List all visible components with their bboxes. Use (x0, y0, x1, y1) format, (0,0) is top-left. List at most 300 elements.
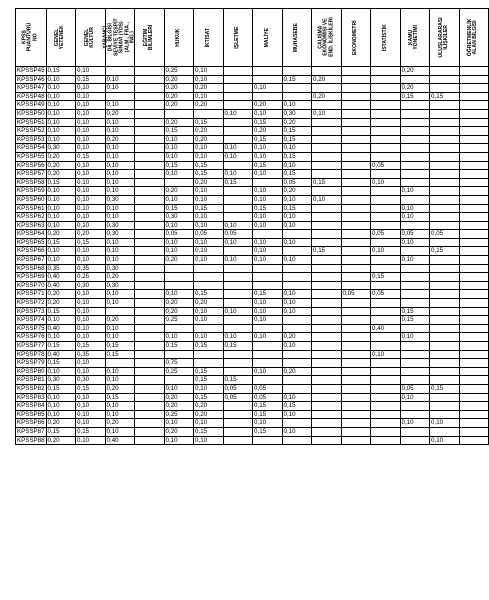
coefficient-cell (341, 204, 371, 213)
coefficient-cell (341, 324, 371, 333)
row-id-cell: KPSSP71 (17, 290, 45, 298)
coefficient-cell (312, 204, 342, 213)
coefficient-cell: 0,10 (76, 299, 106, 308)
coefficient-cell: 0,20 (400, 84, 430, 93)
coefficient-cell (282, 350, 312, 359)
coefficient-cell (371, 204, 401, 213)
coefficient-cell (341, 264, 371, 273)
coefficient-cell (430, 75, 460, 84)
coefficient-cell (105, 307, 135, 316)
coefficient-cell (135, 178, 165, 187)
coefficient-cell: 0,10 (194, 213, 224, 222)
coefficient-cell: 0,20 (194, 178, 224, 187)
coefficient-cell: 0,20 (46, 161, 76, 170)
coefficient-cell: 0,10 (194, 195, 224, 204)
coefficient-cell (341, 299, 371, 308)
coefficient-cell: 0,10 (253, 84, 283, 93)
coefficient-cell (400, 350, 430, 359)
coefficient-cell (135, 67, 165, 76)
coefficient-cell: 0,15 (46, 384, 76, 393)
coefficient-cell: 0,10 (164, 135, 194, 144)
coefficient-cell: 0,15 (46, 307, 76, 316)
coefficient-cell: 0,10 (105, 402, 135, 411)
coefficient-cell: 0,05 (400, 230, 430, 239)
coefficient-cell: 0,10 (46, 221, 76, 230)
coefficient-cell: 0,10 (76, 436, 106, 445)
coefficient-cell (371, 152, 401, 161)
coefficient-cell: 0,10 (282, 195, 312, 204)
coefficient-cell: 0,20 (164, 84, 194, 93)
coefficient-cell (459, 170, 489, 179)
coefficient-cell: 0,15 (105, 393, 135, 402)
coefficient-cell: 0,15 (76, 75, 106, 84)
coefficient-cell: 0,10 (76, 221, 106, 230)
coefficient-cell: 0,15 (194, 427, 224, 436)
table-row (16, 324, 489, 333)
coefficient-cell (341, 410, 371, 419)
coefficient-cell (223, 195, 253, 204)
coefficient-cell (400, 359, 430, 368)
coefficient-cell (341, 436, 371, 445)
coefficient-cell: 0,20 (46, 299, 76, 308)
coefficient-cell (341, 376, 371, 385)
coefficient-cell (135, 144, 165, 153)
coefficient-cell (430, 84, 460, 93)
coefficient-cell (282, 247, 312, 256)
coefficient-cell (312, 135, 342, 144)
coefficient-cell (371, 75, 401, 84)
coefficient-cell: 0,10 (76, 109, 106, 118)
coefficient-cell: 0,15 (76, 152, 106, 161)
coefficient-cell: 0,15 (46, 238, 76, 247)
coefficient-cell (312, 256, 342, 265)
coefficient-cell (341, 152, 371, 161)
coefficient-cell: 0,25 (164, 316, 194, 325)
coefficient-cell (430, 376, 460, 385)
coefficient-cell: 0,40 (46, 273, 76, 282)
coefficient-cell (371, 410, 401, 419)
coefficient-cell (312, 230, 342, 239)
coefficient-cell (135, 187, 165, 196)
coefficient-cell: 0,10 (105, 410, 135, 419)
coefficient-cell (430, 256, 460, 265)
column-header (76, 9, 106, 67)
coefficient-cell: 0,05 (164, 230, 194, 239)
coefficient-cell: 0,15 (253, 135, 283, 144)
coefficient-cell: 0,10 (76, 419, 106, 428)
row-id-cell: KPSSP82 (17, 384, 45, 392)
coefficient-cell: 0,10 (400, 204, 430, 213)
coefficient-cell (459, 195, 489, 204)
coefficient-cell (341, 195, 371, 204)
coefficient-cell (194, 350, 224, 359)
coefficient-cell (400, 281, 430, 290)
coefficient-cell (371, 144, 401, 153)
coefficient-cell: 0,20 (312, 75, 342, 84)
coefficient-cell: 0,20 (194, 127, 224, 136)
coefficient-cell: 0,10 (105, 170, 135, 179)
coefficient-cell (282, 436, 312, 445)
coefficient-cell (459, 393, 489, 402)
coefficient-cell: 0,10 (164, 170, 194, 179)
coefficient-cell (341, 84, 371, 93)
coefficient-cell: 0,30 (105, 195, 135, 204)
coefficient-cell: 0,10 (46, 256, 76, 265)
coefficient-cell: 0,10 (164, 333, 194, 342)
coefficient-cell: 0,10 (105, 290, 135, 299)
coefficient-cell: 0,10 (46, 92, 76, 101)
coefficient-cell (312, 290, 342, 299)
coefficient-cell (400, 299, 430, 308)
coefficient-cell (400, 109, 430, 118)
coefficient-cell: 0,10 (76, 367, 106, 376)
coefficient-cell (223, 161, 253, 170)
coefficient-cell: 0,15 (282, 204, 312, 213)
coefficient-cell (135, 333, 165, 342)
coefficient-cell (371, 256, 401, 265)
coefficient-cell: 0,10 (46, 187, 76, 196)
coefficient-cell (253, 92, 283, 101)
coefficient-cell (430, 161, 460, 170)
coefficient-cell (341, 393, 371, 402)
column-header (371, 9, 401, 67)
coefficient-cell: 0,20 (46, 152, 76, 161)
coefficient-cell (371, 213, 401, 222)
coefficient-cell: 0,30 (282, 109, 312, 118)
row-id-cell: KPSSP65 (17, 238, 45, 246)
coefficient-cell (164, 109, 194, 118)
coefficient-cell (371, 187, 401, 196)
row-id-cell: KPSSP84 (17, 402, 45, 410)
coefficient-cell (282, 376, 312, 385)
coefficient-cell: 0,10 (282, 238, 312, 247)
coefficient-cell: 0,10 (312, 195, 342, 204)
coefficient-cell (312, 273, 342, 282)
coefficient-cell: 0,10 (194, 92, 224, 101)
coefficient-cell: 0,10 (253, 152, 283, 161)
coefficient-cell (312, 342, 342, 351)
kpss-coefficient-table (15, 8, 489, 445)
coefficient-cell (341, 118, 371, 127)
column-header-label: İKTİSAT (204, 27, 211, 48)
coefficient-cell (312, 170, 342, 179)
coefficient-cell (164, 376, 194, 385)
coefficient-cell: 0,10 (400, 238, 430, 247)
coefficient-cell: 0,10 (282, 213, 312, 222)
coefficient-cell (223, 127, 253, 136)
coefficient-cell: 0,15 (282, 152, 312, 161)
coefficient-cell (194, 281, 224, 290)
coefficient-cell: 0,40 (46, 281, 76, 290)
coefficient-cell: 0,10 (105, 367, 135, 376)
coefficient-cell (135, 324, 165, 333)
coefficient-cell (430, 367, 460, 376)
coefficient-cell: 0,15 (164, 204, 194, 213)
coefficient-cell (371, 170, 401, 179)
coefficient-cell: 0,20 (105, 273, 135, 282)
coefficient-cell: 0,10 (46, 410, 76, 419)
coefficient-cell (400, 264, 430, 273)
coefficient-cell (371, 127, 401, 136)
coefficient-cell (135, 135, 165, 144)
coefficient-cell (430, 135, 460, 144)
table-row (16, 187, 489, 196)
coefficient-cell (223, 419, 253, 428)
coefficient-cell (312, 427, 342, 436)
coefficient-cell: 0,10 (164, 152, 194, 161)
coefficient-cell: 0,10 (223, 144, 253, 153)
coefficient-cell: 0,15 (194, 342, 224, 351)
coefficient-cell: 0,05 (223, 384, 253, 393)
coefficient-cell (459, 410, 489, 419)
table-row (16, 307, 489, 316)
coefficient-cell (341, 187, 371, 196)
column-header (194, 9, 224, 67)
coefficient-cell: 0,10 (253, 333, 283, 342)
coefficient-cell: 0,40 (105, 436, 135, 445)
coefficient-cell: 0,15 (253, 402, 283, 411)
row-id-cell: KPSSP67 (17, 256, 45, 264)
table-row (16, 281, 489, 290)
coefficient-cell: 0,20 (76, 230, 106, 239)
column-header-label: EĞİTİM BİLİMLERİ (142, 24, 155, 51)
coefficient-cell: 0,10 (400, 187, 430, 196)
coefficient-cell: 0,05 (400, 384, 430, 393)
coefficient-cell: 0,15 (400, 92, 430, 101)
coefficient-cell: 0,10 (46, 135, 76, 144)
table-row (16, 144, 489, 153)
row-id-cell: KPSSP63 (17, 221, 45, 229)
coefficient-cell (135, 299, 165, 308)
coefficient-cell: 0,15 (282, 402, 312, 411)
coefficient-cell: 0,20 (253, 101, 283, 110)
coefficient-cell (223, 187, 253, 196)
coefficient-cell (459, 127, 489, 136)
coefficient-cell (459, 238, 489, 247)
row-id-cell: KPSSP79 (17, 359, 45, 367)
row-id-cell: KPSSP77 (17, 342, 45, 349)
coefficient-cell (341, 419, 371, 428)
coefficient-cell (135, 367, 165, 376)
coefficient-cell: 0,10 (253, 187, 283, 196)
coefficient-cell (135, 152, 165, 161)
coefficient-cell (459, 402, 489, 411)
column-header-label: HUKUK (175, 28, 182, 47)
coefficient-cell (135, 84, 165, 93)
table-row (16, 213, 489, 222)
coefficient-cell: 0,10 (282, 256, 312, 265)
coefficient-cell: 0,20 (105, 135, 135, 144)
coefficient-cell: 0,10 (76, 393, 106, 402)
coefficient-cell: 0,10 (400, 256, 430, 265)
coefficient-cell (430, 204, 460, 213)
coefficient-cell (371, 281, 401, 290)
coefficient-cell: 0,10 (223, 221, 253, 230)
column-header (46, 9, 76, 67)
coefficient-cell: 0,20 (164, 101, 194, 110)
coefficient-cell: 0,10 (46, 247, 76, 256)
coefficient-cell (459, 84, 489, 93)
coefficient-cell (459, 367, 489, 376)
coefficient-cell (223, 359, 253, 368)
coefficient-cell: 0,10 (371, 178, 401, 187)
coefficient-cell: 0,10 (253, 170, 283, 179)
coefficient-cell (371, 427, 401, 436)
coefficient-cell (223, 75, 253, 84)
coefficient-cell: 0,10 (194, 238, 224, 247)
coefficient-cell (430, 213, 460, 222)
coefficient-cell (341, 170, 371, 179)
coefficient-cell: 0,30 (76, 376, 106, 385)
coefficient-cell: 0,15 (223, 178, 253, 187)
coefficient-cell: 0,15 (400, 316, 430, 325)
column-header-label: GENEL YETENEK (54, 25, 66, 50)
coefficient-cell (253, 273, 283, 282)
coefficient-cell: 0,10 (46, 109, 76, 118)
column-header (102, 9, 136, 67)
coefficient-cell (371, 316, 401, 325)
coefficient-cell: 0,10 (76, 187, 106, 196)
coefficient-cell (459, 264, 489, 273)
coefficient-cell: 0,10 (105, 324, 135, 333)
coefficient-cell (400, 127, 430, 136)
table-row (16, 152, 489, 161)
coefficient-cell: 0,10 (105, 247, 135, 256)
column-header-label: KPSS PUANTÜRÜ NO (21, 23, 39, 52)
coefficient-cell: 0,15 (371, 273, 401, 282)
coefficient-cell: 0,10 (76, 135, 106, 144)
coefficient-cell: 0,10 (76, 118, 106, 127)
coefficient-cell: 0,10 (223, 238, 253, 247)
coefficient-cell: 0,10 (282, 221, 312, 230)
coefficient-cell: 0,10 (164, 290, 194, 299)
column-header-label: ÇALIŞMA EKONOMİSİ VE END. İLİŞKİLERİ (317, 17, 334, 58)
table-row (16, 316, 489, 325)
coefficient-cell: 0,10 (46, 367, 76, 376)
coefficient-cell (164, 281, 194, 290)
coefficient-cell: 0,10 (164, 238, 194, 247)
coefficient-cell: 0,10 (164, 436, 194, 445)
coefficient-cell: 0,10 (76, 256, 106, 265)
coefficient-cell (371, 384, 401, 393)
coefficient-cell: 0,10 (400, 213, 430, 222)
coefficient-cell (135, 213, 165, 222)
coefficient-cell (430, 307, 460, 316)
table-row (16, 195, 489, 204)
coefficient-cell: 0,20 (105, 419, 135, 428)
coefficient-cell (223, 118, 253, 127)
coefficient-cell: 0,10 (194, 436, 224, 445)
table-row (16, 178, 489, 187)
coefficient-cell (371, 402, 401, 411)
coefficient-cell: 0,20 (105, 109, 135, 118)
coefficient-cell (430, 238, 460, 247)
coefficient-cell (164, 350, 194, 359)
coefficient-cell: 0,10 (46, 101, 76, 110)
coefficient-cell: 0,10 (105, 178, 135, 187)
coefficient-cell (400, 178, 430, 187)
coefficient-cell: 0,10 (253, 256, 283, 265)
coefficient-cell (400, 273, 430, 282)
column-header (223, 9, 253, 67)
table-row (16, 256, 489, 265)
table-row (16, 402, 489, 411)
coefficient-cell (430, 324, 460, 333)
column-header (312, 9, 342, 67)
coefficient-cell: 0,10 (282, 299, 312, 308)
coefficient-cell: 0,10 (76, 307, 106, 316)
coefficient-cell: 0,15 (105, 350, 135, 359)
coefficient-cell (282, 281, 312, 290)
table-row (16, 350, 489, 359)
coefficient-cell: 0,20 (105, 384, 135, 393)
coefficient-cell (430, 264, 460, 273)
coefficient-cell (135, 264, 165, 273)
table-row (16, 84, 489, 93)
coefficient-cell (253, 359, 283, 368)
coefficient-cell: 0,15 (46, 427, 76, 436)
coefficient-cell: 0,35 (46, 264, 76, 273)
coefficient-cell (459, 135, 489, 144)
coefficient-cell: 0,15 (282, 170, 312, 179)
coefficient-cell (371, 299, 401, 308)
coefficient-cell: 0,20 (164, 92, 194, 101)
coefficient-cell: 0,75 (164, 359, 194, 368)
coefficient-cell: 0,10 (76, 127, 106, 136)
coefficient-cell: 0,05 (253, 384, 283, 393)
coefficient-cell: 0,10 (46, 75, 76, 84)
coefficient-cell: 0,10 (46, 84, 76, 93)
coefficient-cell: 0,20 (46, 170, 76, 179)
coefficient-cell: 0,10 (253, 109, 283, 118)
coefficient-cell (400, 376, 430, 385)
coefficient-cell (135, 247, 165, 256)
coefficient-cell: 0,10 (253, 367, 283, 376)
coefficient-cell: 0,10 (164, 419, 194, 428)
coefficient-cell (312, 221, 342, 230)
row-id-cell: KPSSP72 (17, 299, 45, 307)
coefficient-cell (312, 187, 342, 196)
table-row (16, 264, 489, 273)
coefficient-cell (282, 384, 312, 393)
coefficient-cell (194, 109, 224, 118)
coefficient-cell: 0,10 (282, 161, 312, 170)
coefficient-cell (459, 273, 489, 282)
table-body (16, 67, 489, 445)
coefficient-cell: 0,10 (194, 247, 224, 256)
coefficient-cell: 0,25 (76, 273, 106, 282)
coefficient-cell (459, 384, 489, 393)
coefficient-cell (459, 290, 489, 299)
coefficient-cell: 0,25 (164, 67, 194, 76)
coefficient-cell: 0,10 (194, 75, 224, 84)
coefficient-cell: 0,10 (253, 238, 283, 247)
row-id-cell: KPSSP57 (17, 170, 45, 178)
coefficient-cell: 0,15 (194, 367, 224, 376)
coefficient-cell (400, 221, 430, 230)
row-id-cell: KPSSP88 (17, 436, 45, 444)
coefficient-cell: 0,10 (253, 247, 283, 256)
coefficient-cell (459, 101, 489, 110)
coefficient-cell (430, 127, 460, 136)
coefficient-cell: 0,15 (282, 135, 312, 144)
coefficient-cell (312, 410, 342, 419)
coefficient-cell: 0,20 (164, 75, 194, 84)
coefficient-cell: 0,10 (194, 316, 224, 325)
coefficient-cell: 0,15 (430, 247, 460, 256)
coefficient-cell (341, 92, 371, 101)
coefficient-cell: 0,10 (76, 67, 106, 76)
